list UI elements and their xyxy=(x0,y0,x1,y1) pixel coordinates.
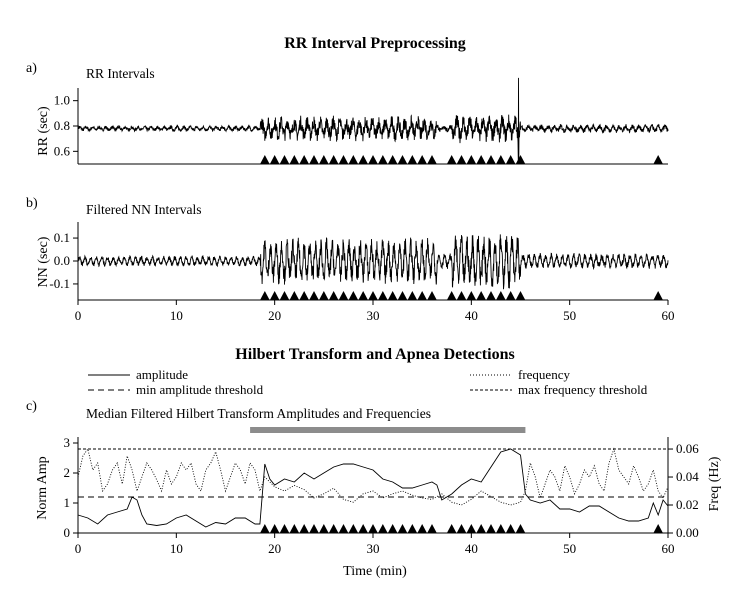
panel-a-label: a) xyxy=(26,61,37,76)
panel-a-apnea-marker xyxy=(408,155,417,164)
legend-label-amplitude: amplitude xyxy=(136,367,188,382)
legend xyxy=(88,367,648,397)
panel-a-apnea-marker xyxy=(319,155,328,164)
legend-label-frequency: frequency xyxy=(518,367,570,382)
panel-a-apnea-marker xyxy=(398,155,407,164)
panel-a-apnea-marker xyxy=(349,155,358,164)
panel-a-apnea-marker xyxy=(457,155,466,164)
panel-c-label: c) xyxy=(26,399,37,414)
panel-b-xtick-label: 0 xyxy=(74,308,82,323)
panel-c-apnea-marker xyxy=(467,524,476,533)
panel-c-apnea-marker xyxy=(280,524,289,533)
panel-c-apnea-marker xyxy=(310,524,319,533)
panel-b-xtick-label: 30 xyxy=(366,308,380,323)
panel-b-apnea-marker xyxy=(378,291,387,300)
panel-c-apnea-marker xyxy=(398,524,407,533)
panel-c-apnea-marker xyxy=(477,524,486,533)
panel-b-apnea-marker xyxy=(418,291,427,300)
panel-b-ytick-label: 0.1 xyxy=(53,230,70,246)
panel-c-apnea-marker xyxy=(359,524,368,533)
panel-a-apnea-marker xyxy=(506,155,515,164)
panel-a-apnea-marker xyxy=(516,155,525,164)
panel-b-xtick-label: 50 xyxy=(563,308,577,323)
panel-c-apnea-marker xyxy=(654,524,663,533)
panel-c-apnea-marker xyxy=(349,524,358,533)
panel-b-apnea-marker xyxy=(408,291,417,300)
panel-c-apnea-marker xyxy=(516,524,525,533)
panel-a-apnea-marker xyxy=(280,155,289,164)
panel-c-ylabel-right: Freq (Hz) xyxy=(707,456,722,512)
panel-c-xtick-label: 20 xyxy=(268,541,282,556)
panel-b-label: b) xyxy=(26,196,38,211)
panel-b-title: Filtered NN Intervals xyxy=(86,202,202,217)
panel-b-xtick-label: 10 xyxy=(169,308,183,323)
panel-b-filtered-nn xyxy=(26,196,675,323)
panel-a-apnea-marker xyxy=(496,155,505,164)
panel-c-apnea-marker xyxy=(457,524,466,533)
panel-c-ytick-label-right: 0.02 xyxy=(676,497,699,513)
panel-c-apnea-marker xyxy=(270,524,279,533)
detection-band xyxy=(250,427,525,433)
panel-c-ytick-label-right: 0.00 xyxy=(676,525,699,540)
panel-c-xtick-label: 10 xyxy=(169,541,183,556)
section-title-preprocessing: RR Interval Preprocessing xyxy=(284,35,466,52)
panel-a-apnea-marker xyxy=(388,155,397,164)
panel-b-apnea-marker xyxy=(487,291,496,300)
panel-a-apnea-marker xyxy=(487,155,496,164)
panel-a-apnea-marker xyxy=(447,155,456,164)
panel-a-apnea-marker xyxy=(339,155,348,164)
panel-c-hilbert xyxy=(26,346,722,579)
panel-c-ytick-label-right: 0.04 xyxy=(676,469,699,485)
panel-b-apnea-marker xyxy=(516,291,525,300)
panel-b-ytick-label: 0.0 xyxy=(53,253,70,268)
panel-c-apnea-marker xyxy=(506,524,515,533)
panel-a-apnea-marker xyxy=(378,155,387,164)
panel-a-apnea-marker xyxy=(654,155,663,164)
panel-b-apnea-marker xyxy=(477,291,486,300)
panel-c-ytick-label-left: 2 xyxy=(63,465,70,480)
panel-b-apnea-marker xyxy=(496,291,505,300)
panel-a-apnea-marker xyxy=(369,155,378,164)
panel-c-ytick-label-left: 3 xyxy=(63,435,70,450)
panel-a-apnea-marker xyxy=(418,155,427,164)
panel-b-ytick-label: -0.1 xyxy=(49,275,70,291)
panel-c-apnea-marker xyxy=(418,524,427,533)
panel-a-rr-intervals xyxy=(26,35,668,164)
panel-c-apnea-marker xyxy=(319,524,328,533)
panel-a-title: RR Intervals xyxy=(86,66,155,81)
panel-b-apnea-marker xyxy=(398,291,407,300)
panel-b-apnea-marker xyxy=(428,291,437,300)
panel-a-apnea-marker xyxy=(359,155,368,164)
panel-a-ytick-label: 0.8 xyxy=(53,118,70,133)
amplitude-line xyxy=(78,449,668,527)
panel-b-apnea-marker xyxy=(310,291,319,300)
panel-c-ytick-label-left: 0 xyxy=(63,525,70,540)
panel-b-xtick-label: 60 xyxy=(661,308,675,323)
panel-b-apnea-marker xyxy=(349,291,358,300)
panel-a-apnea-marker xyxy=(428,155,437,164)
panel-c-apnea-marker xyxy=(428,524,437,533)
panel-c-apnea-marker xyxy=(369,524,378,533)
panel-b-apnea-marker xyxy=(467,291,476,300)
panel-b-apnea-marker xyxy=(300,291,309,300)
panel-b-xtick-label: 20 xyxy=(268,308,282,323)
panel-b-apnea-marker xyxy=(506,291,515,300)
panel-a-apnea-marker xyxy=(329,155,338,164)
panel-c-xtick-label: 30 xyxy=(366,541,380,556)
panel-c-ytick-label-left: 1 xyxy=(63,495,70,510)
panel-b-apnea-marker xyxy=(457,291,466,300)
panel-c-ytick-label-right: 0.06 xyxy=(676,441,699,457)
rr-interval-trace xyxy=(78,78,668,162)
section-title-hilbert: Hilbert Transform and Apnea Detections xyxy=(235,346,515,363)
panel-b-apnea-marker xyxy=(359,291,368,300)
panel-c-apnea-marker xyxy=(408,524,417,533)
panel-a-apnea-marker xyxy=(300,155,309,164)
panel-a-apnea-marker xyxy=(310,155,319,164)
panel-c-xtick-label: 50 xyxy=(563,541,577,556)
panel-a-apnea-marker xyxy=(477,155,486,164)
panel-a-ylabel: RR (sec) xyxy=(36,106,51,156)
panel-b-apnea-marker xyxy=(290,291,299,300)
panel-c-ylabel-left: Norm Amp xyxy=(35,456,50,520)
panel-a-apnea-marker xyxy=(270,155,279,164)
panel-c-apnea-marker xyxy=(290,524,299,533)
panel-c-apnea-marker xyxy=(388,524,397,533)
panel-c-xtick-label: 40 xyxy=(464,541,478,556)
panel-c-apnea-marker xyxy=(329,524,338,533)
panel-a-ytick-label: 0.6 xyxy=(53,143,70,159)
panel-c-apnea-marker xyxy=(378,524,387,533)
panel-b-apnea-marker xyxy=(447,291,456,300)
panel-a-apnea-marker xyxy=(290,155,299,164)
legend-label-min-amplitude: min amplitude threshold xyxy=(136,382,264,397)
panel-b-apnea-marker xyxy=(260,291,269,300)
panel-c-xtick-label: 60 xyxy=(661,541,675,556)
panel-b-xtick-label: 40 xyxy=(464,308,478,323)
panel-b-apnea-marker xyxy=(369,291,378,300)
panel-c-apnea-marker xyxy=(447,524,456,533)
panel-c-xlabel: Time (min) xyxy=(343,564,407,579)
panel-b-apnea-marker xyxy=(329,291,338,300)
nn-interval-trace xyxy=(78,234,668,289)
legend-label-max-frequency: max frequency threshold xyxy=(518,382,648,397)
panel-a-ytick-label: 1.0 xyxy=(53,92,70,108)
panel-c-apnea-marker xyxy=(487,524,496,533)
panel-b-apnea-marker xyxy=(280,291,289,300)
panel-b-apnea-marker xyxy=(339,291,348,300)
panel-b-apnea-marker xyxy=(319,291,328,300)
panel-c-apnea-marker xyxy=(260,524,269,533)
panel-c-apnea-marker xyxy=(496,524,505,533)
panel-b-apnea-marker xyxy=(654,291,663,300)
panel-c-xtick-label: 0 xyxy=(74,541,82,556)
panel-b-ylabel: NN (sec) xyxy=(36,236,51,288)
panel-a-apnea-marker xyxy=(467,155,476,164)
panel-b-apnea-marker xyxy=(388,291,397,300)
panel-c-apnea-marker xyxy=(339,524,348,533)
panel-c-apnea-marker xyxy=(300,524,309,533)
panel-a-apnea-marker xyxy=(260,155,269,164)
panel-c-title: Median Filtered Hilbert Transform Amplitudes and Frequencies xyxy=(86,406,431,421)
panel-b-apnea-marker xyxy=(270,291,279,300)
